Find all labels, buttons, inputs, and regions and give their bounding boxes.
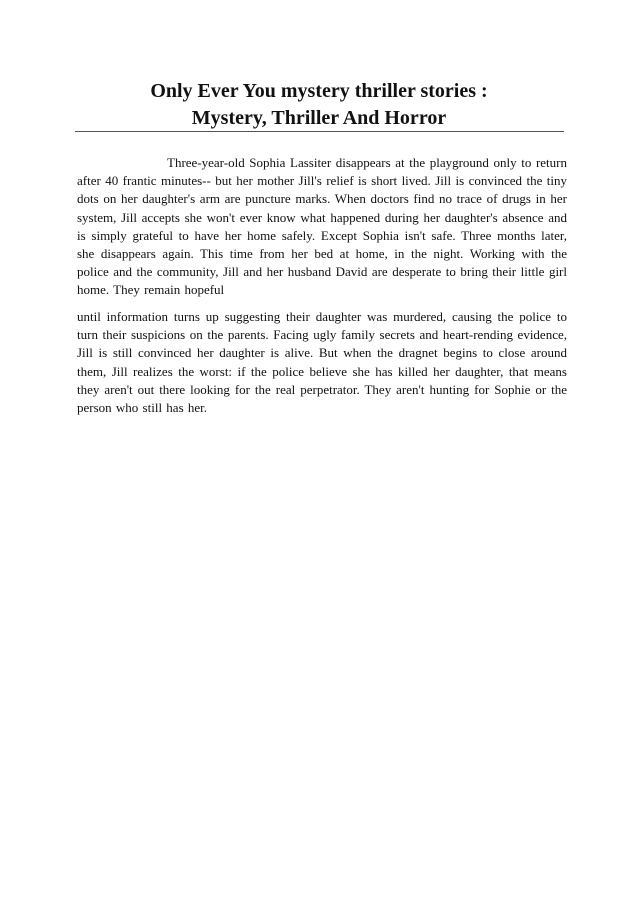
title-divider xyxy=(75,131,564,132)
document-title xyxy=(0,78,638,132)
title-line-1: Only Ever You mystery thriller stories : xyxy=(150,80,488,102)
title-line-2: Mystery, Thriller And Horror xyxy=(191,107,447,129)
paragraph-2: until information turns up suggesting their daughter was murdered, causing the police to turn their suspicions on the parents. Facing ugly family secrets and heart-rending evidence, Jill is still convinced her daughter is alive. But when the dragnet begins to close around them, Jill realizes the worst: if the police believe she has killed her daughter, that means they aren't out there looking for the real perpetrator. They aren't hunting for Sophie or the person who still has her. xyxy=(77,309,567,416)
paragraph-1: Three-year-old Sophia Lassiter disappears at the playground only to return after 40 frantic minutes-- but her mother Jill's relief is short lived. Jill is convinced the tiny dots on her daughter's arm are puncture marks. When doctors find no trace of drugs in her system, Jill accepts she won't ever know what happened during her daughter's absence and is simply grateful to have her home safely. Except Sophia isn't safe. Three months later, she disappears again. This time from her bed at home, in the night. Working with the police and the community, Jill and her husband David are desperate to bring their little girl home. They remain hopeful xyxy=(77,155,567,298)
